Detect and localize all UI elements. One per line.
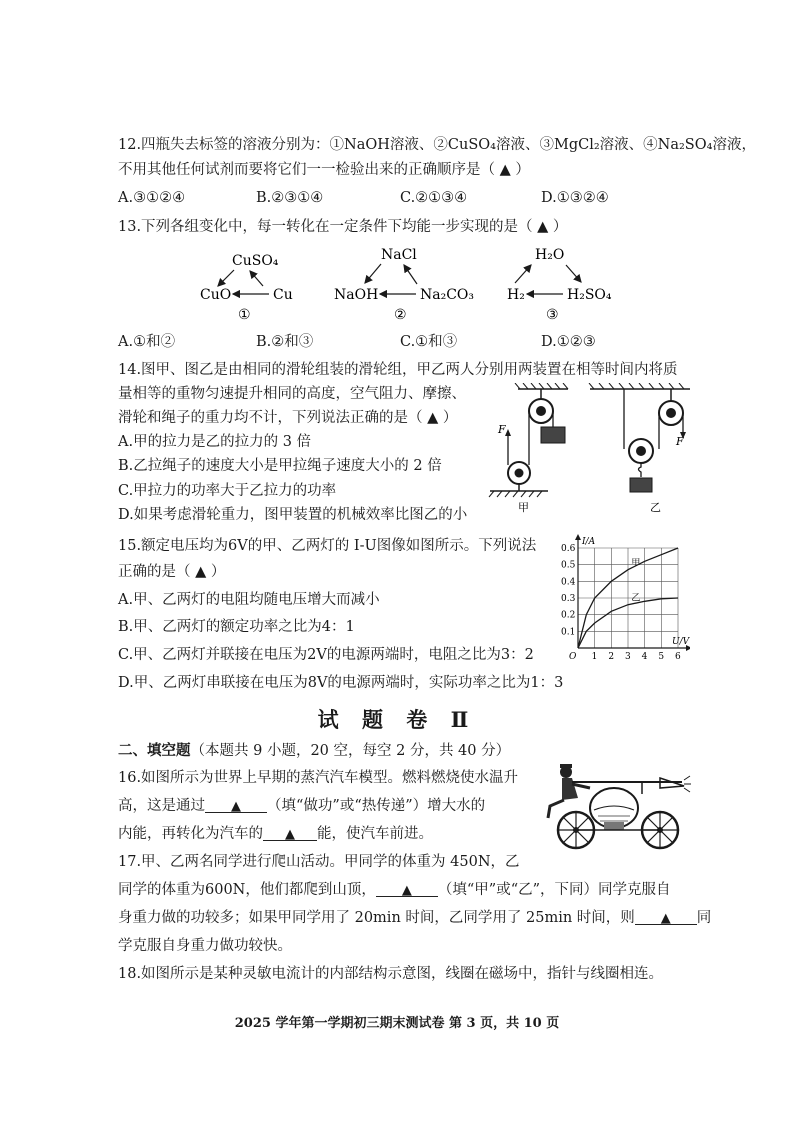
q16-line2-b: （填“做功”或“热传递”）增大水的 [267,798,486,814]
series-label: 乙 [631,593,641,604]
y-tick-label: 0.6 [561,544,576,554]
q13-stem: 13.下列各组变化中，每一转化在一定条件下均能一步实现的是（ ▲ ） [118,219,568,235]
y-tick-label: 0.5 [561,560,576,571]
q15-stem-line1 [118,536,536,556]
q13-option-b: B.②和③ [256,334,314,350]
q15-option-a: A.甲、乙两灯的电阻均随电压增大而减小 [118,592,380,608]
q17-blank-2[interactable] [635,908,697,925]
blank-marker: ▲ [231,799,241,814]
origin-label: O [569,652,577,660]
q17-line3-b: 同 [696,910,712,926]
q12-stem-line1: 12.四瓶失去标签的溶液分别为：①NaOH溶液、②CuSO₄溶液、③MgCl₂溶液、④Na₂SO₄溶液， [118,137,756,153]
y-tick-label: 0.2 [561,610,576,621]
y-tick-label: 0.4 [561,577,576,588]
y-axis-arrow [575,534,581,540]
pulley-force-a: F [498,423,506,436]
q17-line2-b: （填“甲”或“乙”，下同）同学克服自 [437,882,671,898]
q14-stem-line2: 量相等的重物匀速提升相同的高度，空气阻力、摩擦、 [118,386,466,402]
q12-option-b: B.②③①④ [256,190,324,206]
q15-stem-line2: 正确的是（ ▲ ） [118,564,226,580]
q14-stem-line1: 14.图甲、图乙是由相同的滑轮组装的滑轮组，甲乙两人分别用两装置在相等时间内将质 [118,362,678,378]
blank-marker: ▲ [285,827,295,842]
y-axis-label: I/A [582,537,596,547]
pulley-label-b: 乙 [650,501,661,514]
q14-option-b: B.乙拉绳子的速度大小是甲拉绳子速度大小的 2 倍 [118,458,442,474]
q14-option-a: A.甲的拉力是乙的拉力的 3 倍 [118,434,312,450]
pulley-setup-b [589,383,690,514]
q13-conversion-diagrams [0,243,794,323]
q17-line2-a: 同学的体重为600N，他们都爬到山顶， [118,882,376,898]
q12-option-a: A.③①②④ [118,190,186,206]
pulley-figure [484,383,724,523]
q12-stem-line2: 不用其他任何试剂而要将它们一一检验出来的正确顺序是（ ▲ ） [118,162,530,178]
q16-blank-1[interactable] [205,796,267,813]
q15-stem-text: 15.额定电压均为6V的甲、乙两灯的 I-U图像如图所示。下列说法 [118,538,537,554]
q14-stem-line3: 滑轮和绳子的重力均不计，下列说法正确的是（ ▲ ） [118,410,458,426]
x-tick-label: 5 [658,652,665,660]
q13-d1-left: CuO [200,287,232,303]
q16-line3-b: 能，使汽车前进。 [317,826,433,842]
q16-line2-a: 高，这是通过 [118,798,205,814]
q12-option-c: C.②①③④ [400,190,468,206]
q16-line2 [118,796,485,816]
q17-line3 [118,908,711,928]
q13-d1-right: Cu [273,287,293,303]
q13-d2-top: NaCl [381,247,417,263]
q18-line1: 18.如图所示是某种灵敏电流计的内部结构示意图，线圈在磁场中，指针与线圈相连。 [118,966,664,982]
q13-d3-num: ③ [546,307,559,323]
q17-line4: 学克服自身重力做功较快。 [118,938,292,954]
x-axis-label: U/V [672,637,690,647]
section2-header-rest: （本题共 9 小题，20 空，每空 2 分，共 40 分） [190,743,511,759]
x-tick-label: 4 [641,652,648,660]
q13-d2-left: NaOH [334,287,379,303]
section2-header-bold: 二、填空题 [118,742,191,759]
q17-line2 [118,880,671,900]
series-label: 甲 [631,558,641,569]
q13-d3-top: H₂O [535,247,565,263]
q13-d3-right: H₂SO₄ [567,287,612,303]
q16-line1: 16.如图所示为世界上早期的蒸汽汽车模型。燃料燃烧使水温升 [118,770,519,786]
y-tick-label: 0.3 [561,594,576,604]
q13-d1-num: ① [238,307,251,323]
x-tick-label: 6 [675,652,681,660]
pulley-label-a: 甲 [518,501,529,514]
q17-line3-a: 身重力做的功较多；如果甲同学用了 20min 时间，乙同学用了 25min 时间，则 [118,910,635,926]
q15-option-c: C.甲、乙两灯并联接在电压为2V的电源两端时，电阻之比为3：2 [118,647,534,663]
q13-option-a: A.①和② [118,334,176,350]
x-tick-label: 3 [625,652,631,660]
pulley-force-b: F [676,435,684,448]
q14-option-c: C.甲拉力的功率大于乙拉力的功率 [118,483,337,499]
q16-line3 [118,824,433,844]
blank-marker: ▲ [401,883,412,898]
q13-d2-num: ② [394,307,407,323]
y-tick-label: 0.1 [561,627,576,638]
x-tick-label: 2 [608,652,615,660]
pulley-setup-a [489,383,568,514]
q16-blank-2[interactable] [263,824,317,841]
blank-marker: ▲ [660,911,671,926]
q16-line3-a: 内能，再转化为汽车的 [118,826,263,842]
iu-chart [560,528,690,660]
q13-d3-left: H₂ [507,287,525,303]
q14-option-d: D.如果考虑滑轮重力，图甲装置的机械效率比图乙的小 [118,507,468,523]
section2-header [118,741,510,761]
q13-option-d: D.①②③ [541,334,596,350]
q13-d1-top: CuSO₄ [232,253,279,269]
q12-option-d: D.①③②④ [541,190,609,206]
steam-car-illustration [532,758,692,853]
q15-option-b: B.甲、乙两灯的额定功率之比为4：1 [118,619,355,635]
q15-option-d: D.甲、乙两灯串联接在电压为8V的电源两端时，实际功率之比为1：3 [118,675,564,691]
q13-option-c: C.①和③ [400,334,458,350]
q17-line1: 17.甲、乙两名同学进行爬山活动。甲同学的体重为 450N，乙 [118,854,520,870]
page-footer: 2025 学年第一学期初三期末测试卷 第 3 页，共 10 页 [234,1016,560,1031]
q13-d2-right: Na₂CO₃ [420,287,475,303]
q17-blank-1[interactable] [376,880,438,897]
section-title: 试 题 卷 Ⅱ [317,707,477,732]
x-tick-label: 1 [591,652,598,660]
